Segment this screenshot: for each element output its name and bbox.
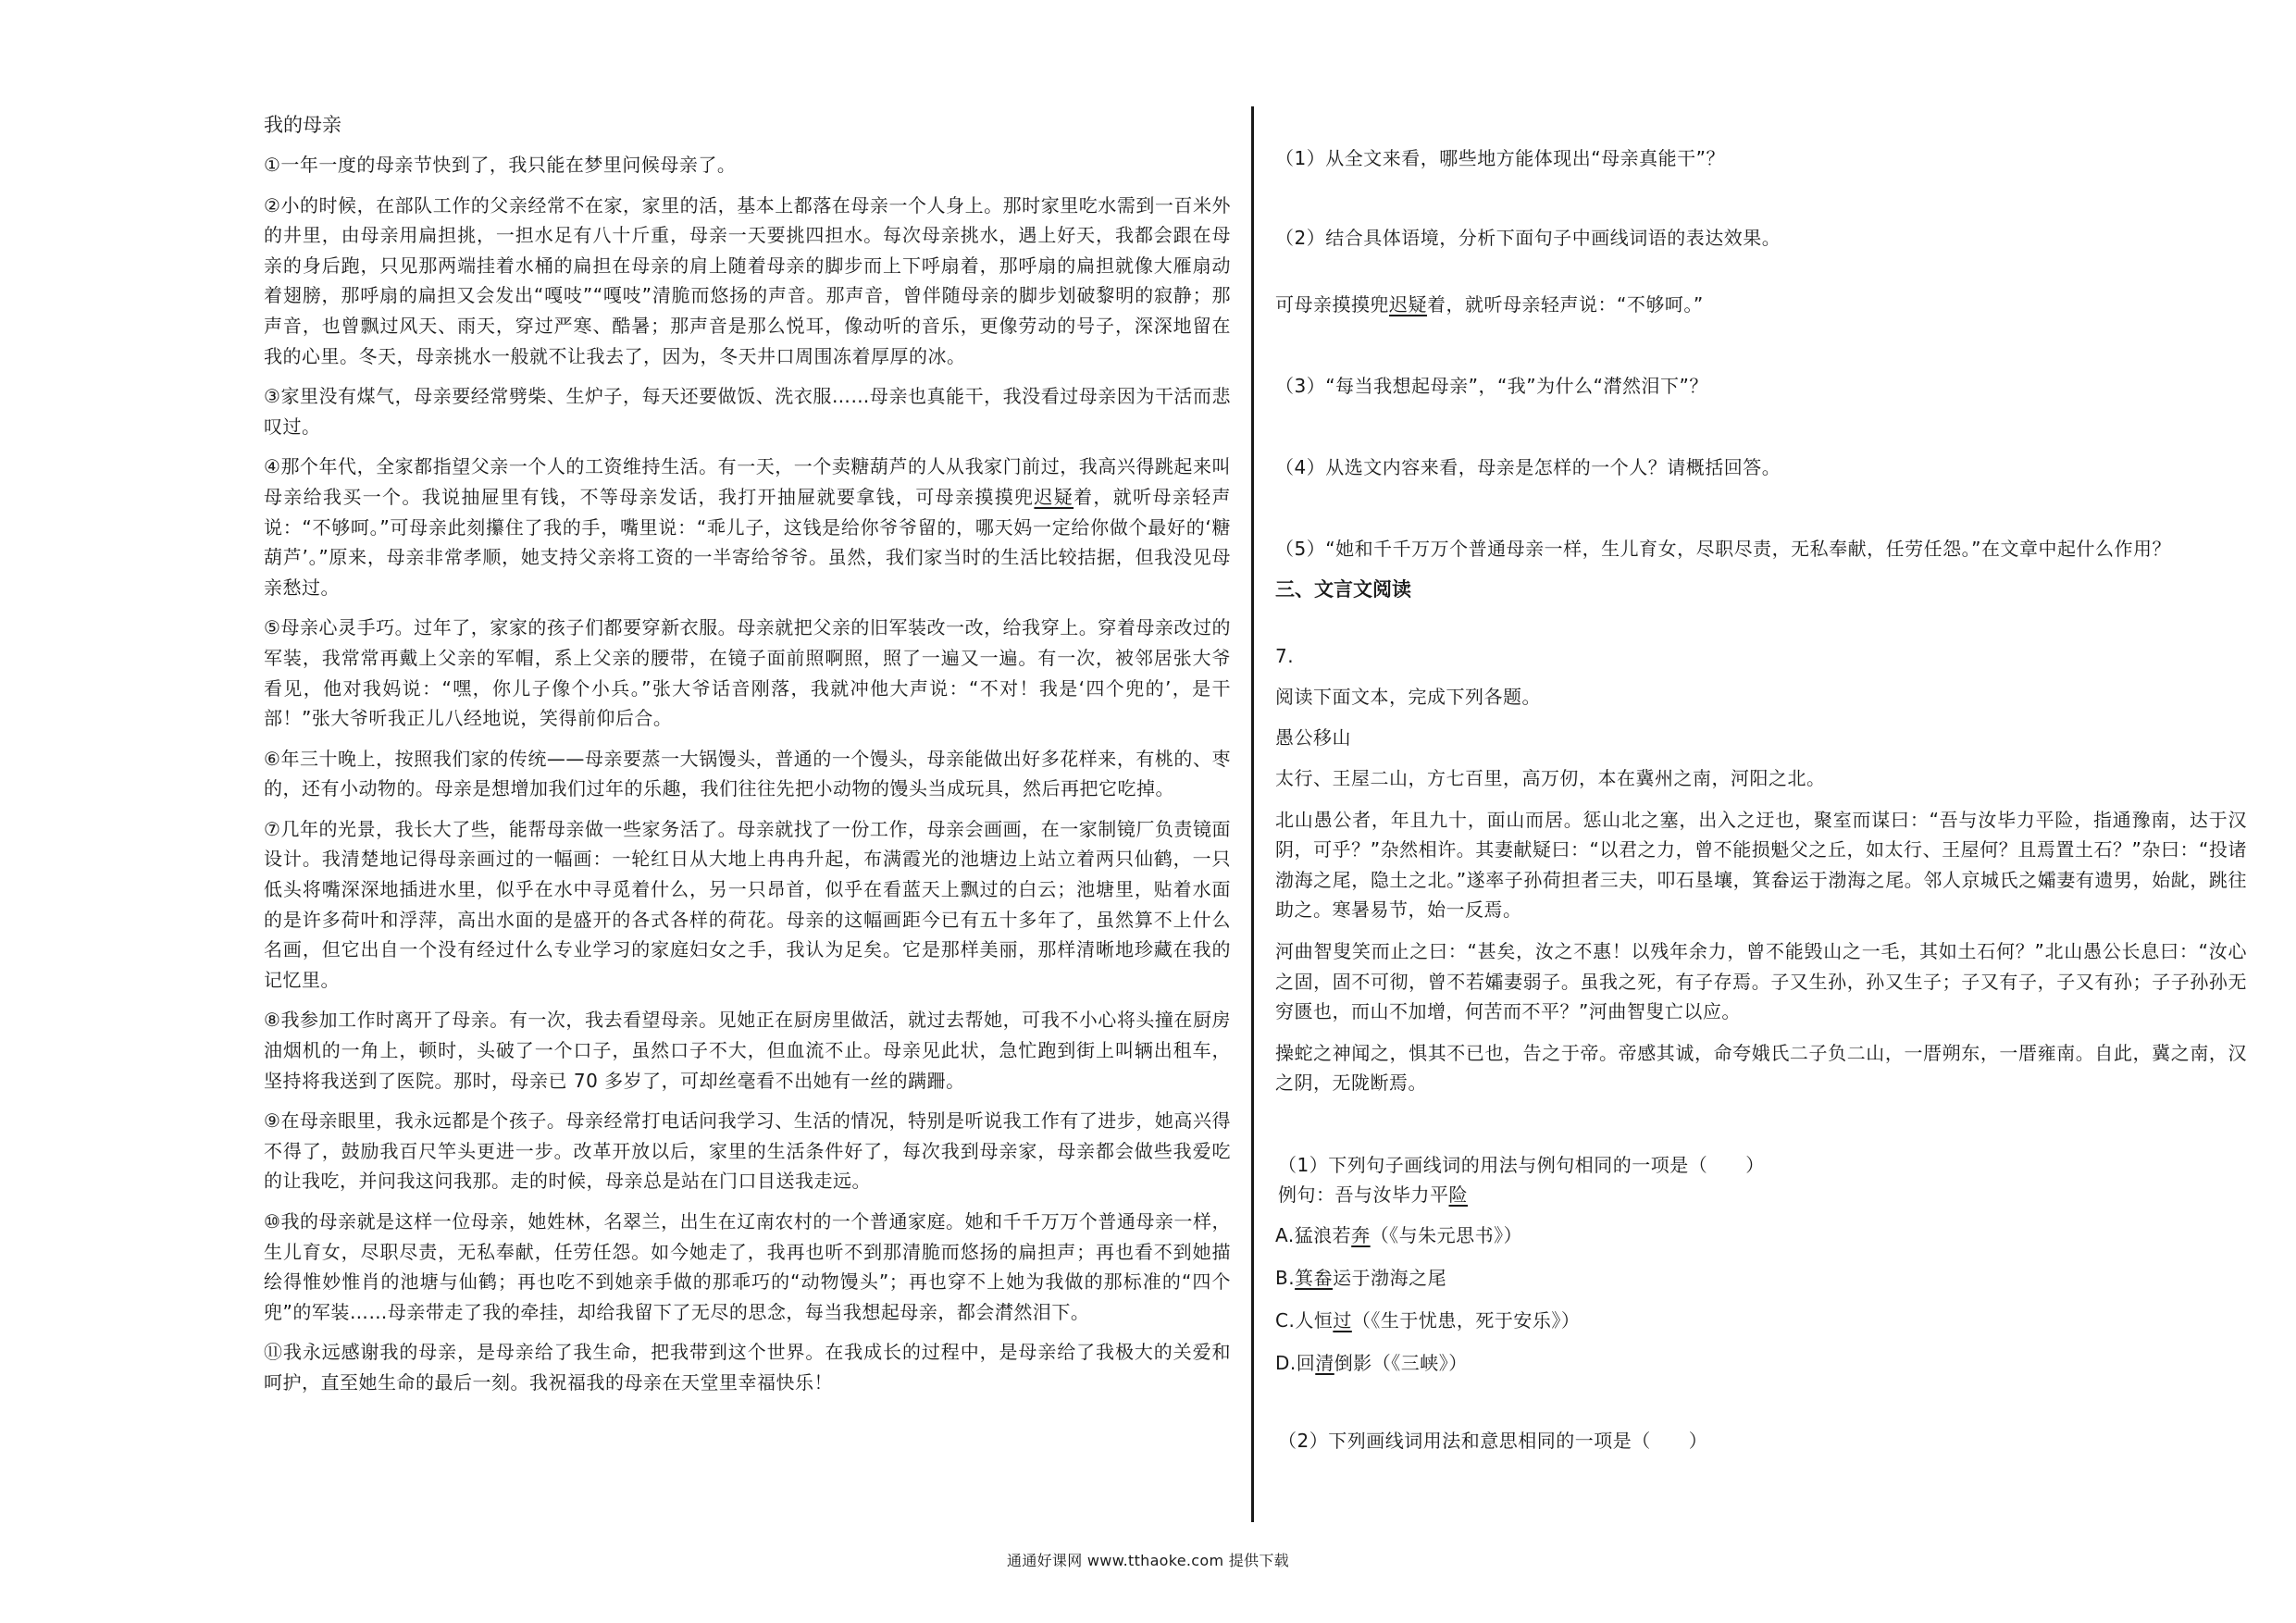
underlined-word: 清 [1315,1351,1334,1374]
question-4: （4）从选文内容来看，母亲是怎样的一个人？请概括回答。 [1275,456,1781,478]
questions-column [1275,143,2247,1456]
paragraph-5: ⑤母亲心灵手巧。过年了，家家的孩子们都要穿新衣服。母亲就把父亲的旧军装改一改，给我穿上。穿着母亲改过的军装，我常常再戴上父亲的军帽，系上父亲的腰带，在镜子面前照啊照，照了一遍又一遍。有一次，被邻居张大爷看见，他对我妈说：“嘿，你儿子像个小兵。”张大爷话音刚落，我就冲他大声说：“不对！我是‘四个兜的’，是干部！”张大爷听我正儿八经地说，笑得前仰后合。 [264,616,1231,730]
paragraph-11: ⑪我永远感谢我的母亲，是母亲给了我生命，把我带到这个世界。在我成长的过程中，是母亲给了我极大的关爱和呵护，直至她生命的最后一刻。我祝福我的母亲在天堂里幸福快乐！ [264,1341,1231,1394]
classical-paragraph-2: 北山愚公者，年且九十，面山而居。惩山北之塞，出入之迂也，聚室而谋曰：“吾与汝毕力平险，指通豫南，达于汉阴，可乎？”杂然相许。其妻献疑曰：“以君之力，曾不能损魁父之丘，如太行、王屋何？且焉置土石？”杂曰：“投诸渤海之尾，隐土之北。”遂率子孙荷担者三夫，叩石垦壤，箕畚运于渤海之尾。邻人京城氏之孀妻有遗男，始龀，跳往助之。寒暑易节，始一反焉。 [1275,808,2247,922]
underlined-word: 险 [1448,1183,1468,1206]
reading-passage [264,109,1231,1408]
mc-question-2: （2）下列画线词用法和意思相同的一项是（ ） [1278,1429,1708,1452]
reading-instruction: 阅读下面文本，完成下列各题。 [1275,686,1541,708]
question-number: 7. [1275,645,1295,667]
option-d: D.回清倒影（《三峡》） [1275,1351,1468,1374]
question-3: （3）“每当我想起母亲”，“我”为什么“潸然泪下”？ [1275,375,1708,397]
mc-question-1: （1）下列句子画线词的用法与例句相同的一项是（ ） [1278,1153,1765,1176]
option-c: C.人恒过（《生于忧患，死于安乐》） [1275,1308,1581,1332]
underlined-word: 奔 [1351,1223,1371,1246]
paragraph-1: ①一年一度的母亲节快到了，我只能在梦里问候母亲了。 [264,154,737,176]
underlined-word: 迟疑 [1034,485,1074,508]
question-2-sentence: 可母亲摸摸兜迟疑着，就听母亲轻声说：“不够呵。” [1275,293,1704,316]
paragraph-2: ②小的时候，在部队工作的父亲经常不在家，家里的活，基本上都落在母亲一个人身上。那时家里吃水需到一百米外的井里，由母亲用扁担挑，一担水足有八十斤重，母亲一天要挑四担水。每次母亲挑水，遇上好天，我都会跟在母亲的身后跑，只见那两端挂着水桶的扁担在母亲的肩上随着母亲的脚步而上下呼扇着，那呼扇的扁担就像大雁扇动着翅膀，那呼扇的扁担又会发出“嘎吱”“嘎吱”清脆而悠扬的声音。那声音，曾伴随母亲的脚步划破黎明的寂静；那声音，也曾飘过风天、雨天，穿过严寒、酷暑；那声音是那么悦耳，像动听的音乐，更像劳动的号子，深深地留在我的心里。冬天，母亲挑水一般就不让我去了，因为，冬天井口周围冻着厚厚的冰。 [264,193,1231,367]
classical-title: 愚公移山 [1275,726,1351,749]
option-b: B.箕畚运于渤海之尾 [1275,1266,1447,1289]
paragraph-7: ⑦几年的光景，我长大了些，能帮母亲做一些家务活了。母亲就找了一份工作，母亲会画画，在一家制镜厂负责镜面设计。我清楚地记得母亲画过的一幅画：一轮红日从大地上冉冉升起，布满霞光的池塘边上站立着两只仙鹤，一只低头将嘴深深地插进水里，似乎在水中寻觅着什么，另一只昂首，似乎在看蓝天上飘过的白云；池塘里，贴着水面的是许多荷叶和浮萍，高出水面的是盛开的各式各样的荷花。母亲的这幅画距今已有五十多年了，虽然算不上什么名画，但它出自一个没有经过什么专业学习的家庭妇女之手，我认为足矣。它是那样美丽，那样清晰地珍藏在我的记忆里。 [264,817,1231,991]
paragraph-9: ⑨在母亲眼里，我永远都是个孩子。母亲经常打电话问我学习、生活的情况，特别是听说我工作有了进步，她高兴得不得了，鼓励我百尺竿头更进一步。改革开放以后，家里的生活条件好了，每次我到母亲家，母亲都会做些我爱吃的让我吃，并问我这问我那。走的时候，母亲总是站在门口目送我走远。 [264,1109,1231,1193]
option-a: A.猛浪若奔（《与朱元思书》） [1275,1223,1523,1246]
paragraph-10: ⑩我的母亲就是这样一位母亲，她姓林，名翠兰，出生在辽南农村的一个普通家庭。她和千千万万个普通母亲一样，生儿育女，尽职尽责，无私奉献，任劳任怨。如今她走了，我再也听不到那清脆而悠扬的扁担声；再也看不到她描绘得惟妙惟肖的池塘与仙鹤；再也吃不到她亲手做的那乖巧的“动物馒头”；再也穿不上她为我做的那标准的“四个兜”的军装……母亲带走了我的牵挂，却给我留下了无尽的思念，每当我想起母亲，都会潸然泪下。 [264,1210,1231,1323]
question-1: （1）从全文来看，哪些地方能体现出“母亲真能干”？ [1275,147,1725,169]
paragraph-6: ⑥年三十晚上，按照我们家的传统——母亲要蒸一大锅馒头，普通的一个馒头，母亲能做出好多花样来，有桃的、枣的，还有小动物的。母亲是想增加我们过年的乐趣，我们往往先把小动物的馒头当成玩具，然后再把它吃掉。 [264,747,1231,800]
underlined-word: 迟疑 [1389,293,1427,316]
paragraph-4: ④那个年代，全家都指望父亲一个人的工资维持生活。有一天，一个卖糖葫芦的人从我家门前过，我高兴得跳起来叫母亲给我买一个。我说抽屉里有钱，不等母亲发话，我打开抽屉就要拿钱，可母亲摸摸兜迟疑着，就听母亲轻声说：“不够呵。”可母亲此刻攥住了我的手，嘴里说：“乖儿子，这钱是给你爷爷留的，哪天妈一定给你做个最好的‘糖葫芦’。”原来，母亲非常孝顺，她支持父亲将工资的一半寄给爷爷。虽然，我们家当时的生活比较拮据，但我没见母亲愁过。 [264,455,1231,599]
passage-title: 我的母亲 [264,114,341,136]
example-sentence: 例句：吾与汝毕力平险 [1278,1183,1468,1206]
question-2: （2）结合具体语境，分析下面句子中画线词语的表达效果。 [1275,227,1781,249]
underlined-word: 箕畚 [1295,1266,1334,1289]
classical-paragraph-1: 太行、王屋二山，方七百里，高万仞，本在冀州之南，河阳之北。 [1275,767,1826,789]
column-divider [1251,106,1254,1522]
classical-paragraph-3: 河曲智叟笑而止之曰：“甚矣，汝之不惠！以残年余力，曾不能毁山之一毛，其如土石何？”北山愚公长息曰：“汝心之固，固不可彻，曾不若孀妻弱子。虽我之死，有子存焉。子又生孙，孙又生子；子又有子，子又有孙；子子孙孙无穷匮也，而山不加增，何苦而不平？”河曲智叟亡以应。 [1275,939,2247,1023]
classical-paragraph-4: 操蛇之神闻之，惧其不已也，告之于帝。帝感其诚，命夸娥氏二子负二山，一厝朔东，一厝雍南。自此，冀之南，汉之阴，无陇断焉。 [1275,1041,2247,1095]
paragraph-3: ③家里没有煤气，母亲要经常劈柴、生炉子，每天还要做饭、洗衣服……母亲也真能干，我没看过母亲因为干活而悲叹过。 [264,385,1231,438]
paragraph-8: ⑧我参加工作时离开了母亲。有一次，我去看望母亲。见她正在厨房里做活，就过去帮她，可我不小心将头撞在厨房油烟机的一角上，顿时，头破了一个口子，虽然口子不大，但血流不止。母亲见此状，急忙跑到街上叫辆出租车，坚持将我送到了医院。那时，母亲已 70 多岁了，可却丝毫看不出她有一丝的蹒跚。 [264,1009,1231,1092]
question-5: （5）“她和千千万万个普通母亲一样，生儿育女，尽职尽责，无私奉献，任劳任怨。”在文章中起什么作用？ [1275,538,2171,560]
section-heading: 三、文言文阅读 [1275,578,1411,601]
underlined-word: 过 [1333,1308,1352,1332]
footer-source: 通通好课网 www.tthaoke.com 提供下载 [1007,1552,1289,1569]
